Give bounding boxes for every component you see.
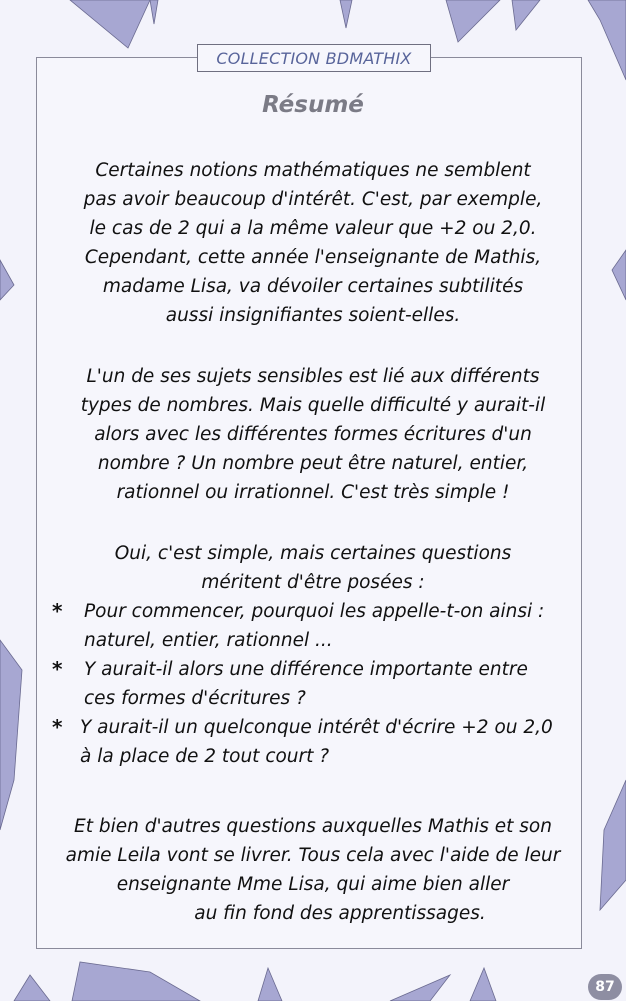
question-list xyxy=(52,597,572,771)
paragraph-line: Oui, c'est simple, mais certaines questions xyxy=(114,543,512,564)
paragraph-line: Cependant, cette année l'enseignante de Mathis, xyxy=(84,247,542,268)
paragraph-line: aussi insignifiantes soient-elles. xyxy=(165,305,461,326)
paragraph-line: L'un de ses sujets sensibles est lié aux différents xyxy=(86,366,540,387)
paragraph-line: pas avoir beaucoup d'intérêt. C'est, par exemple, xyxy=(83,189,543,210)
collection-label: COLLECTION BDMATHIX xyxy=(197,44,431,72)
list-item xyxy=(52,597,572,655)
asterisk-bullet-icon: * xyxy=(52,657,63,681)
paragraph-line: madame Lisa, va dévoiler certaines subtilités xyxy=(102,276,524,297)
paragraph-line: rationnel ou irrationnel. C'est très simple ! xyxy=(116,482,510,503)
asterisk-bullet-icon: * xyxy=(52,715,63,739)
list-item-line: Pour commencer, pourquoi les appelle-t-on ainsi : xyxy=(84,601,545,622)
list-item-line: à la place de 2 tout court ? xyxy=(80,746,330,767)
paragraph-line: amie Leila vont se livrer. Tous cela avec l'aide de leur xyxy=(65,845,561,866)
list-item-line: Y aurait-il alors une différence importante entre xyxy=(84,659,528,680)
paragraph-line: le cas de 2 qui a la même valeur que +2 ou 2,0. xyxy=(89,218,537,239)
paragraph-line: Certaines notions mathématiques ne semblent xyxy=(95,160,531,181)
paragraph-line: nombre ? Un nombre peut être naturel, entier, xyxy=(97,453,529,474)
paragraph-line: enseignante Mme Lisa, qui aime bien aller xyxy=(116,874,510,895)
list-item xyxy=(52,655,572,713)
paragraph-line: alors avec les différentes formes écritures d'un xyxy=(94,424,532,445)
paragraph-number-types xyxy=(40,362,586,507)
paragraph-questions-intro xyxy=(40,539,586,597)
paragraph-line: Et bien d'autres questions auxquelles Mathis et son xyxy=(74,816,552,837)
page-title: Résumé xyxy=(262,92,364,118)
list-item-line: Y aurait-il un quelconque intérêt d'écrire +2 ou 2,0 xyxy=(80,717,553,738)
list-item xyxy=(52,713,572,771)
paragraph-conclusion xyxy=(40,812,586,928)
paragraph-line: au fin fond des apprentissages. xyxy=(194,903,486,924)
asterisk-bullet-icon: * xyxy=(52,599,63,623)
paragraph-intro xyxy=(40,156,586,330)
page-number-badge: 87 xyxy=(588,974,622,1000)
paragraph-line: méritent d'être posées : xyxy=(201,572,425,593)
list-item-line: ces formes d'écritures ? xyxy=(84,688,306,709)
list-item-line: naturel, entier, rationnel ... xyxy=(84,630,333,651)
paragraph-line: types de nombres. Mais quelle difficulté y aurait-il xyxy=(80,395,546,416)
